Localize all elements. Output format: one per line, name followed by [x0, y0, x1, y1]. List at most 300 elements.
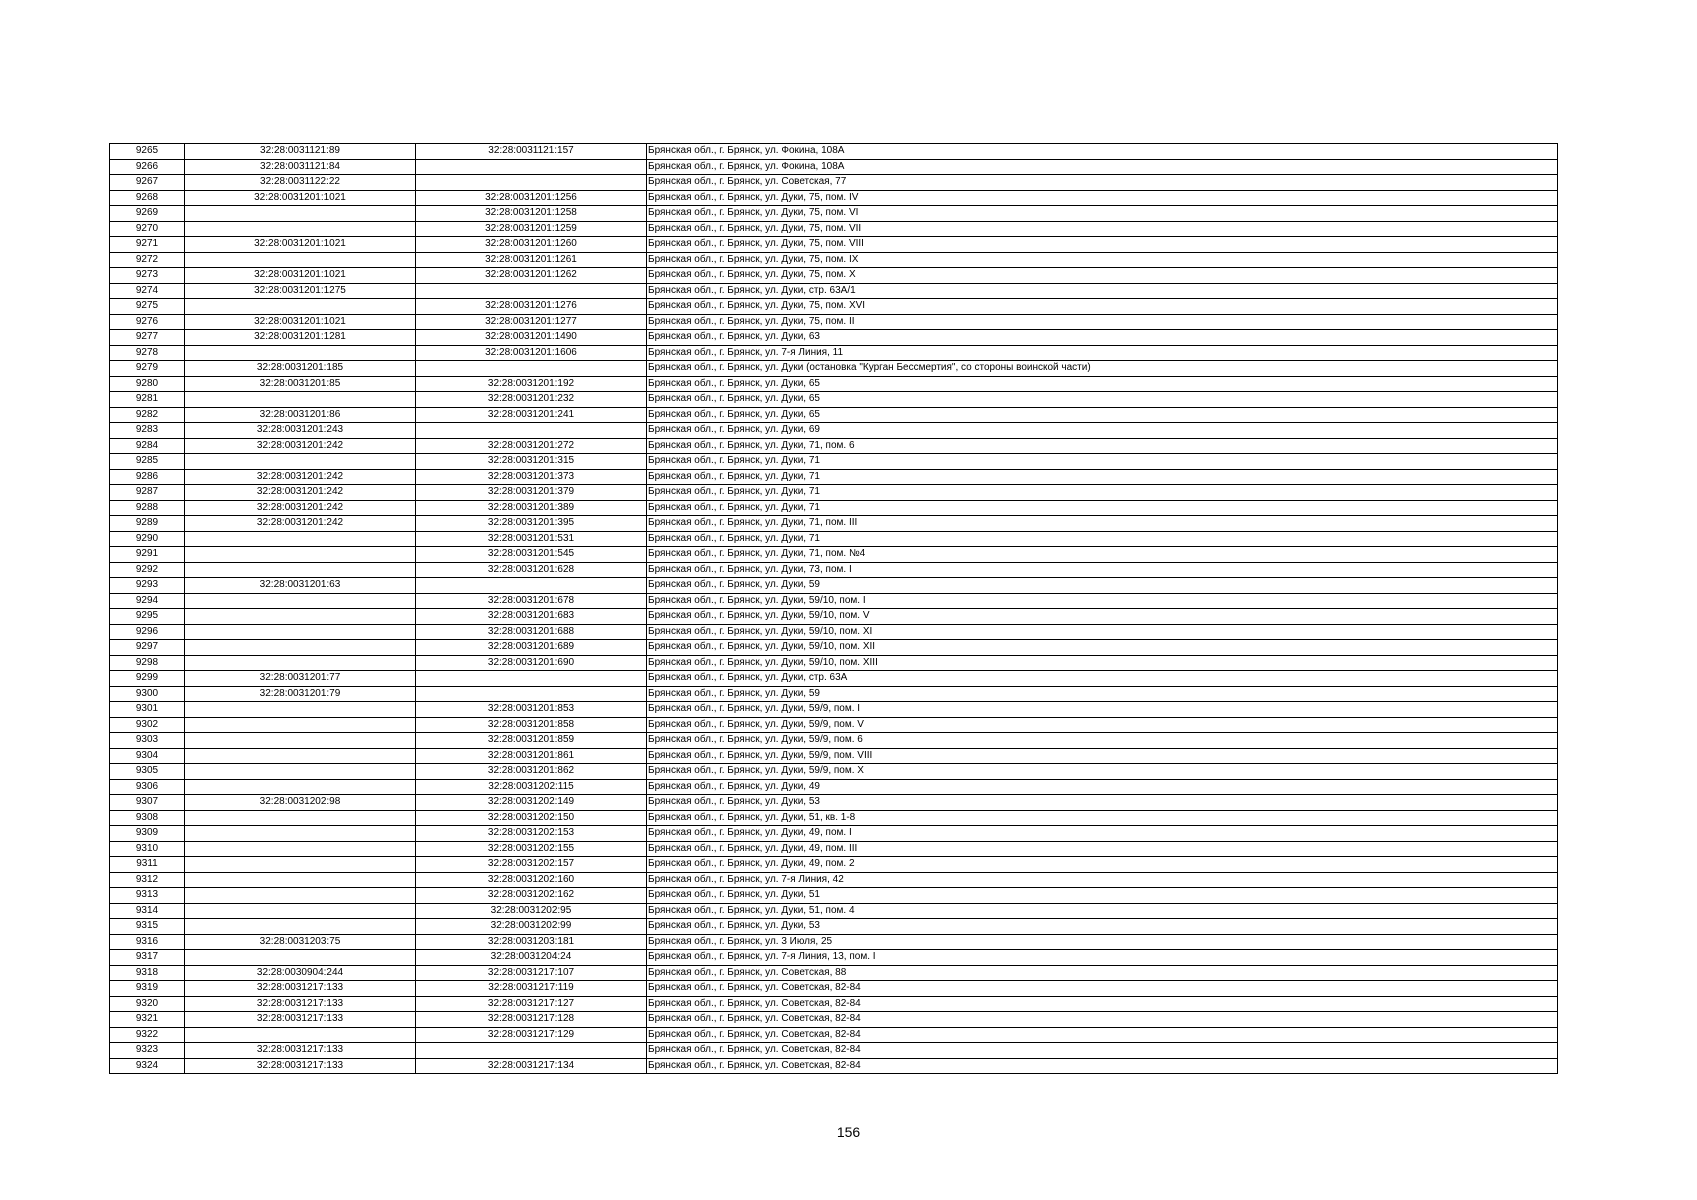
parent-cadastral-number-cell: [185, 655, 416, 671]
address-cell: Брянская обл., г. Брянск, ул. Дуки, 63: [647, 330, 1558, 346]
row-number-cell: 9298: [110, 655, 185, 671]
address-cell: Брянская обл., г. Брянск, ул. Советская, 82-84: [647, 996, 1558, 1012]
parent-cadastral-number-cell: 32:28:0031201:1275: [185, 283, 416, 299]
parent-cadastral-number-cell: [185, 733, 416, 749]
table-row: [110, 376, 1558, 392]
parent-cadastral-number-cell: 32:28:0031121:84: [185, 159, 416, 175]
row-number-cell: 9318: [110, 965, 185, 981]
cadastral-number-cell: 32:28:0031201:241: [416, 407, 647, 423]
row-number-cell: 9269: [110, 206, 185, 222]
table-row: [110, 144, 1558, 160]
row-number-cell: 9306: [110, 779, 185, 795]
row-number-cell: 9320: [110, 996, 185, 1012]
cadastral-number-cell: [416, 578, 647, 594]
address-cell: Брянская обл., г. Брянск, ул. Дуки, 71: [647, 469, 1558, 485]
cadastral-number-cell: 32:28:0031201:683: [416, 609, 647, 625]
table-row: [110, 531, 1558, 547]
table-row: [110, 407, 1558, 423]
table-row: [110, 314, 1558, 330]
table-row: [110, 872, 1558, 888]
parent-cadastral-number-cell: [185, 779, 416, 795]
cadastral-number-cell: [416, 686, 647, 702]
table-row: [110, 438, 1558, 454]
table-row: [110, 857, 1558, 873]
row-number-cell: 9266: [110, 159, 185, 175]
parent-cadastral-number-cell: [185, 640, 416, 656]
address-cell: Брянская обл., г. Брянск, ул. Дуки, 75, пом. XVI: [647, 299, 1558, 315]
parent-cadastral-number-cell: 32:28:0030904:244: [185, 965, 416, 981]
table-row: [110, 981, 1558, 997]
cadastral-number-cell: 32:28:0031201:379: [416, 485, 647, 501]
row-number-cell: 9271: [110, 237, 185, 253]
address-cell: Брянская обл., г. Брянск, ул. 7-я Линия, 13, пом. I: [647, 950, 1558, 966]
parent-cadastral-number-cell: 32:28:0031217:133: [185, 1058, 416, 1074]
row-number-cell: 9323: [110, 1043, 185, 1059]
address-cell: Брянская обл., г. Брянск, ул. Советская, 82-84: [647, 1043, 1558, 1059]
table-row: [110, 609, 1558, 625]
row-number-cell: 9274: [110, 283, 185, 299]
address-cell: Брянская обл., г. Брянск, ул. Дуки, 49, пом. 2: [647, 857, 1558, 873]
parent-cadastral-number-cell: [185, 345, 416, 361]
cadastral-number-cell: 32:28:0031201:272: [416, 438, 647, 454]
cadastral-number-cell: 32:28:0031202:157: [416, 857, 647, 873]
row-number-cell: 9284: [110, 438, 185, 454]
parent-cadastral-number-cell: 32:28:0031201:77: [185, 671, 416, 687]
cadastral-number-cell: 32:28:0031201:1259: [416, 221, 647, 237]
address-cell: Брянская обл., г. Брянск, ул. Дуки, 51, пом. 4: [647, 903, 1558, 919]
parent-cadastral-number-cell: [185, 826, 416, 842]
parent-cadastral-number-cell: 32:28:0031202:98: [185, 795, 416, 811]
parent-cadastral-number-cell: 32:28:0031201:242: [185, 438, 416, 454]
row-number-cell: 9276: [110, 314, 185, 330]
parent-cadastral-number-cell: [185, 547, 416, 563]
cadastral-number-cell: 32:28:0031202:99: [416, 919, 647, 935]
cadastral-number-cell: 32:28:0031217:134: [416, 1058, 647, 1074]
parent-cadastral-number-cell: 32:28:0031201:243: [185, 423, 416, 439]
parent-cadastral-number-cell: 32:28:0031201:1021: [185, 268, 416, 284]
address-cell: Брянская обл., г. Брянск, ул. 7-я Линия, 11: [647, 345, 1558, 361]
address-cell: Брянская обл., г. Брянск, ул. Дуки, 65: [647, 392, 1558, 408]
table-row: [110, 221, 1558, 237]
parent-cadastral-number-cell: 32:28:0031217:133: [185, 1043, 416, 1059]
parent-cadastral-number-cell: [185, 919, 416, 935]
cadastral-number-cell: 32:28:0031201:1262: [416, 268, 647, 284]
row-number-cell: 9313: [110, 888, 185, 904]
row-number-cell: 9296: [110, 624, 185, 640]
parent-cadastral-number-cell: 32:28:0031201:242: [185, 485, 416, 501]
row-number-cell: 9267: [110, 175, 185, 191]
address-cell: Брянская обл., г. Брянск, ул. Дуки, 59/10, пом. XII: [647, 640, 1558, 656]
parent-cadastral-number-cell: 32:28:0031201:79: [185, 686, 416, 702]
row-number-cell: 9312: [110, 872, 185, 888]
table-row: [110, 640, 1558, 656]
cadastral-number-cell: 32:28:0031202:150: [416, 810, 647, 826]
address-cell: Брянская обл., г. Брянск, ул. Дуки, 71: [647, 500, 1558, 516]
row-number-cell: 9322: [110, 1027, 185, 1043]
cadastral-number-cell: 32:28:0031217:127: [416, 996, 647, 1012]
cadastral-number-cell: 32:28:0031201:678: [416, 593, 647, 609]
table-row: [110, 764, 1558, 780]
parent-cadastral-number-cell: [185, 872, 416, 888]
address-cell: Брянская обл., г. Брянск, ул. Дуки, 71: [647, 485, 1558, 501]
table-row: [110, 190, 1558, 206]
parent-cadastral-number-cell: [185, 717, 416, 733]
table-row: [110, 1027, 1558, 1043]
cadastral-number-cell: 32:28:0031202:160: [416, 872, 647, 888]
address-cell: Брянская обл., г. Брянск, ул. Дуки, 59/10, пом. I: [647, 593, 1558, 609]
table-row: [110, 624, 1558, 640]
row-number-cell: 9285: [110, 454, 185, 470]
table-row: [110, 965, 1558, 981]
table-row: [110, 996, 1558, 1012]
cadastral-number-cell: 32:28:0031201:1260: [416, 237, 647, 253]
row-number-cell: 9282: [110, 407, 185, 423]
address-cell: Брянская обл., г. Брянск, ул. Дуки, 65: [647, 376, 1558, 392]
address-cell: Брянская обл., г. Брянск, ул. 3 Июля, 25: [647, 934, 1558, 950]
cadastral-number-cell: 32:28:0031202:149: [416, 795, 647, 811]
cadastral-number-cell: 32:28:0031217:119: [416, 981, 647, 997]
address-cell: Брянская обл., г. Брянск, ул. Дуки, 59/9, пом. I: [647, 702, 1558, 718]
table-row: [110, 500, 1558, 516]
parent-cadastral-number-cell: [185, 810, 416, 826]
cadastral-number-cell: 32:28:0031201:232: [416, 392, 647, 408]
table-row: [110, 159, 1558, 175]
parent-cadastral-number-cell: 32:28:0031121:89: [185, 144, 416, 160]
cadastral-number-cell: 32:28:0031201:1606: [416, 345, 647, 361]
table-row: [110, 903, 1558, 919]
row-number-cell: 9314: [110, 903, 185, 919]
cadastral-number-cell: 32:28:0031202:115: [416, 779, 647, 795]
address-cell: Брянская обл., г. Брянск, ул. Дуки, 59/10, пом. XI: [647, 624, 1558, 640]
address-cell: Брянская обл., г. Брянск, ул. Дуки, 59/9, пом. X: [647, 764, 1558, 780]
cadastral-number-cell: 32:28:0031201:373: [416, 469, 647, 485]
row-number-cell: 9309: [110, 826, 185, 842]
cadastral-number-cell: [416, 423, 647, 439]
address-cell: Брянская обл., г. Брянск, ул. Дуки, стр. 63А: [647, 671, 1558, 687]
parent-cadastral-number-cell: 32:28:0031217:133: [185, 996, 416, 1012]
row-number-cell: 9268: [110, 190, 185, 206]
address-cell: Брянская обл., г. Брянск, ул. Дуки, 59/10, пом. XIII: [647, 655, 1558, 671]
parent-cadastral-number-cell: [185, 252, 416, 268]
address-cell: Брянская обл., г. Брянск, ул. Дуки, 49, пом. I: [647, 826, 1558, 842]
address-cell: Брянская обл., г. Брянск, ул. Дуки (остановка "Курган Бессмертия", со стороны воинской части): [647, 361, 1558, 377]
table-row: [110, 485, 1558, 501]
address-cell: Брянская обл., г. Брянск, ул. Дуки, 69: [647, 423, 1558, 439]
registry-table-body: [110, 144, 1558, 1074]
address-cell: Брянская обл., г. Брянск, ул. Советская, 82-84: [647, 1012, 1558, 1028]
address-cell: Брянская обл., г. Брянск, ул. Дуки, 51, кв. 1-8: [647, 810, 1558, 826]
address-cell: Брянская обл., г. Брянск, ул. Дуки, 51: [647, 888, 1558, 904]
parent-cadastral-number-cell: 32:28:0031201:1021: [185, 237, 416, 253]
address-cell: Брянская обл., г. Брянск, ул. Дуки, 73, пом. I: [647, 562, 1558, 578]
row-number-cell: 9290: [110, 531, 185, 547]
row-number-cell: 9311: [110, 857, 185, 873]
row-number-cell: 9321: [110, 1012, 185, 1028]
cadastral-number-cell: 32:28:0031202:153: [416, 826, 647, 842]
cadastral-number-cell: [416, 361, 647, 377]
parent-cadastral-number-cell: 32:28:0031201:242: [185, 516, 416, 532]
table-row: [110, 268, 1558, 284]
row-number-cell: 9315: [110, 919, 185, 935]
parent-cadastral-number-cell: [185, 1027, 416, 1043]
parent-cadastral-number-cell: [185, 562, 416, 578]
table-row: [110, 547, 1558, 563]
cadastral-number-cell: 32:28:0031203:181: [416, 934, 647, 950]
table-row: [110, 733, 1558, 749]
cadastral-number-cell: [416, 159, 647, 175]
cadastral-number-cell: 32:28:0031201:688: [416, 624, 647, 640]
table-row: [110, 919, 1558, 935]
cadastral-number-cell: 32:28:0031201:1276: [416, 299, 647, 315]
cadastral-number-cell: 32:28:0031201:1258: [416, 206, 647, 222]
table-row: [110, 702, 1558, 718]
table-row: [110, 345, 1558, 361]
address-cell: Брянская обл., г. Брянск, ул. Фокина, 108А: [647, 144, 1558, 160]
table-row: [110, 655, 1558, 671]
parent-cadastral-number-cell: [185, 903, 416, 919]
table-row: [110, 237, 1558, 253]
table-row: [110, 748, 1558, 764]
table-row: [110, 593, 1558, 609]
row-number-cell: 9291: [110, 547, 185, 563]
parent-cadastral-number-cell: 32:28:0031201:242: [185, 500, 416, 516]
parent-cadastral-number-cell: 32:28:0031201:242: [185, 469, 416, 485]
parent-cadastral-number-cell: [185, 593, 416, 609]
address-cell: Брянская обл., г. Брянск, ул. Советская, 82-84: [647, 981, 1558, 997]
row-number-cell: 9294: [110, 593, 185, 609]
parent-cadastral-number-cell: [185, 950, 416, 966]
address-cell: Брянская обл., г. Брянск, ул. Дуки, 75, пом. II: [647, 314, 1558, 330]
cadastral-number-cell: 32:28:0031204:24: [416, 950, 647, 966]
parent-cadastral-number-cell: [185, 888, 416, 904]
parent-cadastral-number-cell: [185, 748, 416, 764]
cadastral-number-cell: 32:28:0031201:862: [416, 764, 647, 780]
table-row: [110, 779, 1558, 795]
cadastral-number-cell: [416, 1043, 647, 1059]
parent-cadastral-number-cell: 32:28:0031201:85: [185, 376, 416, 392]
row-number-cell: 9299: [110, 671, 185, 687]
table-row: [110, 283, 1558, 299]
address-cell: Брянская обл., г. Брянск, ул. Дуки, 75, пом. VII: [647, 221, 1558, 237]
cadastral-number-cell: 32:28:0031201:689: [416, 640, 647, 656]
cadastral-number-cell: 32:28:0031201:545: [416, 547, 647, 563]
row-number-cell: 9301: [110, 702, 185, 718]
row-number-cell: 9305: [110, 764, 185, 780]
cadastral-number-cell: [416, 283, 647, 299]
row-number-cell: 9304: [110, 748, 185, 764]
row-number-cell: 9278: [110, 345, 185, 361]
row-number-cell: 9283: [110, 423, 185, 439]
address-cell: Брянская обл., г. Брянск, ул. Дуки, 59/10, пом. V: [647, 609, 1558, 625]
cadastral-number-cell: 32:28:0031201:389: [416, 500, 647, 516]
row-number-cell: 9297: [110, 640, 185, 656]
cadastral-number-cell: 32:28:0031201:531: [416, 531, 647, 547]
address-cell: Брянская обл., г. Брянск, ул. Дуки, 59/9, пом. V: [647, 717, 1558, 733]
table-row: [110, 841, 1558, 857]
address-cell: Брянская обл., г. Брянск, ул. Дуки, 59: [647, 578, 1558, 594]
row-number-cell: 9281: [110, 392, 185, 408]
parent-cadastral-number-cell: 32:28:0031201:86: [185, 407, 416, 423]
table-row: [110, 1058, 1558, 1074]
address-cell: Брянская обл., г. Брянск, ул. Дуки, 75, пом. VIII: [647, 237, 1558, 253]
parent-cadastral-number-cell: [185, 454, 416, 470]
table-row: [110, 826, 1558, 842]
cadastral-number-cell: [416, 671, 647, 687]
table-row: [110, 578, 1558, 594]
address-cell: Брянская обл., г. Брянск, ул. Дуки, 71, пом. №4: [647, 547, 1558, 563]
row-number-cell: 9288: [110, 500, 185, 516]
parent-cadastral-number-cell: 32:28:0031201:185: [185, 361, 416, 377]
cadastral-number-cell: 32:28:0031201:853: [416, 702, 647, 718]
table-row: [110, 1012, 1558, 1028]
cadastral-number-cell: 32:28:0031202:155: [416, 841, 647, 857]
parent-cadastral-number-cell: 32:28:0031217:133: [185, 981, 416, 997]
table-row: [110, 330, 1558, 346]
row-number-cell: 9287: [110, 485, 185, 501]
table-row: [110, 516, 1558, 532]
address-cell: Брянская обл., г. Брянск, ул. Дуки, 53: [647, 795, 1558, 811]
table-row: [110, 423, 1558, 439]
row-number-cell: 9319: [110, 981, 185, 997]
table-row: [110, 361, 1558, 377]
row-number-cell: 9308: [110, 810, 185, 826]
cadastral-number-cell: 32:28:0031217:128: [416, 1012, 647, 1028]
address-cell: Брянская обл., г. Брянск, ул. Фокина, 108А: [647, 159, 1558, 175]
row-number-cell: 9292: [110, 562, 185, 578]
address-cell: Брянская обл., г. Брянск, ул. Дуки, 71: [647, 531, 1558, 547]
address-cell: Брянская обл., г. Брянск, ул. Советская, 82-84: [647, 1027, 1558, 1043]
table-row: [110, 717, 1558, 733]
table-row: [110, 175, 1558, 191]
cadastral-number-cell: 32:28:0031201:192: [416, 376, 647, 392]
row-number-cell: 9272: [110, 252, 185, 268]
row-number-cell: 9324: [110, 1058, 185, 1074]
parent-cadastral-number-cell: 32:28:0031201:1021: [185, 314, 416, 330]
table-row: [110, 810, 1558, 826]
table-row: [110, 469, 1558, 485]
parent-cadastral-number-cell: [185, 857, 416, 873]
row-number-cell: 9310: [110, 841, 185, 857]
address-cell: Брянская обл., г. Брянск, ул. Советская, 77: [647, 175, 1558, 191]
address-cell: Брянская обл., г. Брянск, ул. Дуки, 71: [647, 454, 1558, 470]
address-cell: Брянская обл., г. Брянск, ул. Дуки, 71, пом. III: [647, 516, 1558, 532]
parent-cadastral-number-cell: [185, 531, 416, 547]
parent-cadastral-number-cell: [185, 392, 416, 408]
parent-cadastral-number-cell: [185, 764, 416, 780]
table-row: [110, 392, 1558, 408]
row-number-cell: 9303: [110, 733, 185, 749]
cadastral-number-cell: 32:28:0031121:157: [416, 144, 647, 160]
cadastral-number-cell: 32:28:0031202:162: [416, 888, 647, 904]
parent-cadastral-number-cell: 32:28:0031217:133: [185, 1012, 416, 1028]
cadastral-number-cell: 32:28:0031202:95: [416, 903, 647, 919]
table-row: [110, 934, 1558, 950]
address-cell: Брянская обл., г. Брянск, ул. Советская, 88: [647, 965, 1558, 981]
row-number-cell: 9302: [110, 717, 185, 733]
cadastral-number-cell: 32:28:0031201:1277: [416, 314, 647, 330]
table-row: [110, 206, 1558, 222]
address-cell: Брянская обл., г. Брянск, ул. Дуки, 71, пом. 6: [647, 438, 1558, 454]
address-cell: Брянская обл., г. Брянск, ул. Советская, 82-84: [647, 1058, 1558, 1074]
row-number-cell: 9286: [110, 469, 185, 485]
cadastral-number-cell: 32:28:0031201:861: [416, 748, 647, 764]
parent-cadastral-number-cell: [185, 624, 416, 640]
parent-cadastral-number-cell: [185, 299, 416, 315]
cadastral-number-cell: 32:28:0031201:1261: [416, 252, 647, 268]
cadastral-number-cell: [416, 175, 647, 191]
cadastral-number-cell: 32:28:0031201:395: [416, 516, 647, 532]
row-number-cell: 9300: [110, 686, 185, 702]
table-row: [110, 888, 1558, 904]
address-cell: Брянская обл., г. Брянск, ул. Дуки, 75, пом. IX: [647, 252, 1558, 268]
row-number-cell: 9270: [110, 221, 185, 237]
address-cell: Брянская обл., г. Брянск, ул. Дуки, стр. 63А/1: [647, 283, 1558, 299]
cadastral-number-cell: 32:28:0031201:859: [416, 733, 647, 749]
table-row: [110, 454, 1558, 470]
cadastral-number-cell: 32:28:0031201:690: [416, 655, 647, 671]
row-number-cell: 9273: [110, 268, 185, 284]
row-number-cell: 9307: [110, 795, 185, 811]
table-row: [110, 686, 1558, 702]
row-number-cell: 9265: [110, 144, 185, 160]
parent-cadastral-number-cell: [185, 221, 416, 237]
address-cell: Брянская обл., г. Брянск, ул. Дуки, 65: [647, 407, 1558, 423]
parent-cadastral-number-cell: 32:28:0031201:63: [185, 578, 416, 594]
cadastral-number-cell: 32:28:0031201:315: [416, 454, 647, 470]
table-row: [110, 252, 1558, 268]
cadastral-number-cell: 32:28:0031201:1490: [416, 330, 647, 346]
cadastral-number-cell: 32:28:0031201:1256: [416, 190, 647, 206]
cadastral-number-cell: 32:28:0031217:107: [416, 965, 647, 981]
row-number-cell: 9295: [110, 609, 185, 625]
table-row: [110, 671, 1558, 687]
page-number: 156: [836, 1124, 861, 1140]
address-cell: Брянская обл., г. Брянск, ул. Дуки, 49, пом. III: [647, 841, 1558, 857]
table-row: [110, 299, 1558, 315]
row-number-cell: 9275: [110, 299, 185, 315]
address-cell: Брянская обл., г. Брянск, ул. Дуки, 53: [647, 919, 1558, 935]
address-cell: Брянская обл., г. Брянск, ул. Дуки, 59/9, пом. 6: [647, 733, 1558, 749]
row-number-cell: 9317: [110, 950, 185, 966]
address-cell: Брянская обл., г. Брянск, ул. Дуки, 75, пом. VI: [647, 206, 1558, 222]
address-cell: Брянская обл., г. Брянск, ул. Дуки, 49: [647, 779, 1558, 795]
address-cell: Брянская обл., г. Брянск, ул. Дуки, 59: [647, 686, 1558, 702]
row-number-cell: 9289: [110, 516, 185, 532]
parent-cadastral-number-cell: [185, 206, 416, 222]
cadastral-number-cell: 32:28:0031217:129: [416, 1027, 647, 1043]
parent-cadastral-number-cell: [185, 609, 416, 625]
parent-cadastral-number-cell: 32:28:0031122:22: [185, 175, 416, 191]
address-cell: Брянская обл., г. Брянск, ул. Дуки, 59/9, пом. VIII: [647, 748, 1558, 764]
address-cell: Брянская обл., г. Брянск, ул. 7-я Линия, 42: [647, 872, 1558, 888]
table-row: [110, 1043, 1558, 1059]
row-number-cell: 9277: [110, 330, 185, 346]
address-cell: Брянская обл., г. Брянск, ул. Дуки, 75, пом. IV: [647, 190, 1558, 206]
table-row: [110, 950, 1558, 966]
cadastral-number-cell: 32:28:0031201:858: [416, 717, 647, 733]
parent-cadastral-number-cell: [185, 841, 416, 857]
cadastral-registry-table: [109, 143, 1558, 1074]
row-number-cell: 9280: [110, 376, 185, 392]
row-number-cell: 9279: [110, 361, 185, 377]
parent-cadastral-number-cell: 32:28:0031203:75: [185, 934, 416, 950]
row-number-cell: 9293: [110, 578, 185, 594]
table-row: [110, 795, 1558, 811]
address-cell: Брянская обл., г. Брянск, ул. Дуки, 75, пом. X: [647, 268, 1558, 284]
row-number-cell: 9316: [110, 934, 185, 950]
parent-cadastral-number-cell: 32:28:0031201:1281: [185, 330, 416, 346]
cadastral-number-cell: 32:28:0031201:628: [416, 562, 647, 578]
